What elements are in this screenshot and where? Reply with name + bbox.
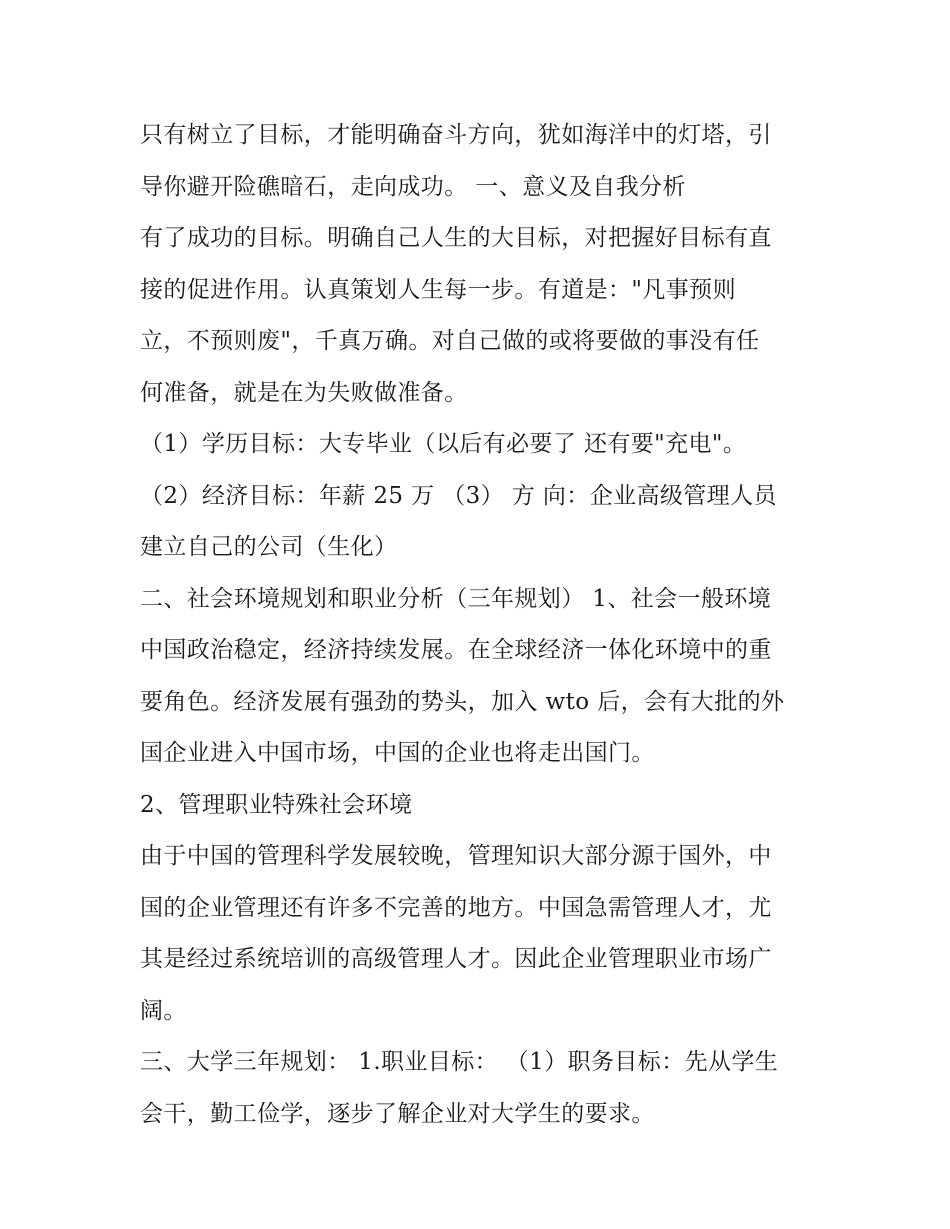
text-line: 建立自己的公司（生化） xyxy=(140,534,398,560)
text-line: 导你避开险礁暗石，走向成功。 一、意义及自我分析 xyxy=(140,173,686,200)
text-line: 会干，勤工俭学，逐步了解企业对大学生的要求。 xyxy=(140,1100,655,1127)
text-line: 二、社会环境规划和职业分析（三年规划） 1、社会一般环境 xyxy=(140,585,772,612)
text-line: 接的促进作用。认真策划人生每一步。有道是："凡事预则 xyxy=(140,276,736,303)
text-line: 2、管理职业特殊社会环境 xyxy=(140,791,413,818)
text-line: 只有树立了目标，才能明确奋斗方向，犹如海洋中的灯塔，引 xyxy=(140,122,772,148)
text-line: 国的企业管理还有许多不完善的地方。中国急需管理人才，尤 xyxy=(140,894,772,921)
text-line: 其是经过系统培训的高级管理人才。因此企业管理职业市场广 xyxy=(140,946,772,972)
text-line: 三、大学三年规划： 1.职业目标： （1）职务目标：先从学生 xyxy=(140,1049,779,1075)
document-body xyxy=(140,110,820,1140)
text-line: 中国政治稳定，经济持续发展。在全球经济一体化环境中的重 xyxy=(140,637,772,663)
text-line: （1）学历目标：大专毕业（以后有必要了 还有要"充电"。 xyxy=(140,431,747,457)
text-line: （2）经济目标：年薪 25 万 （3） 方 向：企业高级管理人员 xyxy=(140,482,777,509)
text-line: 立，不预则废"，千真万确。对自己做的或将要做的事没有任 xyxy=(140,328,760,354)
text-line: 要角色。经济发展有强劲的势头，加入 wto 后，会有大批的外 xyxy=(140,688,785,715)
text-line: 有了成功的目标。明确自己人生的大目标，对把握好目标有直 xyxy=(140,225,772,251)
text-line: 国企业进入中国市场，中国的企业也将走出国门。 xyxy=(140,740,655,766)
text-line: 何准备，就是在为失败做准备。 xyxy=(140,379,468,406)
text-line: 阔。 xyxy=(140,997,187,1024)
text-line: 由于中国的管理科学发展较晚，管理知识大部分源于国外，中 xyxy=(140,843,772,869)
